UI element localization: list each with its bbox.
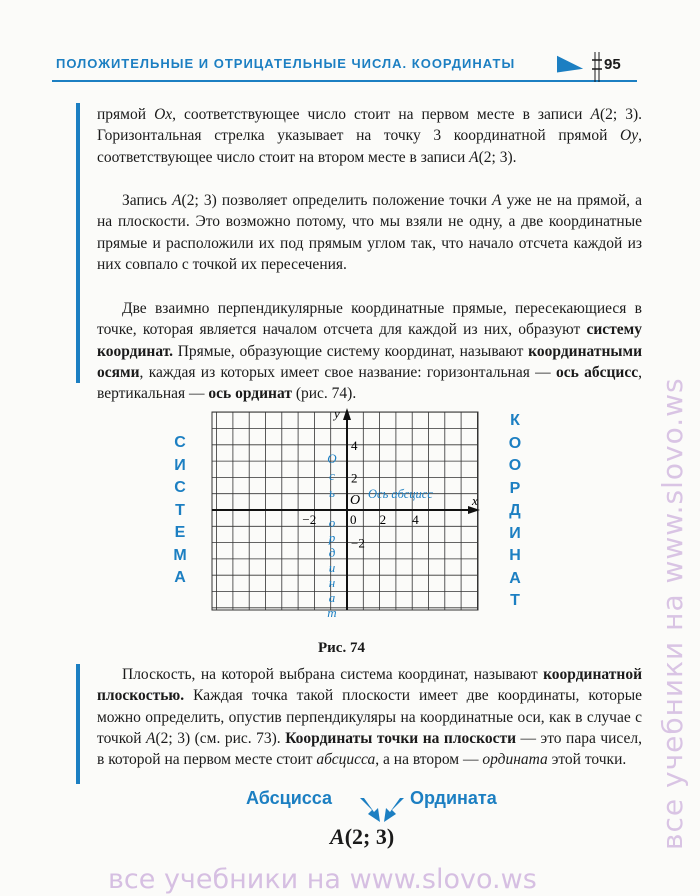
sistema-letter: Е — [174, 524, 186, 541]
paragraph-2: Запись A(2; 3) позволяет определить положение точки A уже не на прямой, а на плоскости. Это возможно потому, что мы взяли не одну, а две координатные прямые и расположили их под прямым углом так, что начало отсчета каждой из них совпало с точкой их пересечения. — [97, 192, 642, 273]
paragraph-3: Две взаимно перпендикулярные координатные прямые, пересекающиеся в точке, которая является началом отсчета для каждой из них, образуют систему координат. Прямые, образующие систему координат, называют координатными осями, каждая из которых имеет свое название: горизонтальная — ось абсцисс, вертикальная — ось ординат (рис. 74). — [97, 300, 642, 403]
koordinat-letter: Т — [510, 592, 520, 609]
y-axis-caption-letter: ь — [329, 485, 335, 500]
y-axis-arrow — [343, 408, 351, 420]
origin-label: O — [350, 493, 361, 508]
y-axis-caption-letter: т — [327, 605, 337, 620]
sistema-letter: И — [174, 456, 186, 474]
y-axis-name: y — [334, 406, 340, 421]
koordinat-letter: Р — [509, 479, 521, 497]
koordinat-letter: Д — [509, 502, 521, 519]
y-tick-label: 4 — [351, 437, 358, 453]
page-number: 95 — [604, 56, 621, 73]
x-tick-label: 0 — [350, 512, 357, 527]
x-tick-label: 2 — [379, 512, 387, 527]
y-axis-caption-letter: н — [328, 575, 336, 590]
x-tick-label: −2 — [302, 512, 317, 527]
sistema-letter: А — [174, 569, 186, 586]
abscissa-label: Абсцисса — [246, 788, 333, 808]
koordinat-letter: Н — [509, 547, 521, 564]
figure-caption: Рис. 74 — [318, 640, 365, 656]
y-axis-caption-letter: р — [328, 530, 336, 545]
y-tick-label: −2 — [351, 535, 365, 551]
paragraph-1: прямой Ox, соответствующее число стоит на первом месте в записи A(2; 3). Горизонтальная стрелка указывает на точку 3 координатной прямой Oy, соответствующее число стоит на втором месте в записи A(2; 3). — [97, 106, 642, 166]
sistema-letter: М — [173, 546, 187, 564]
ordinate-label: Ордината — [410, 788, 497, 808]
koordinat-letter: О — [508, 434, 522, 452]
point-formula — [330, 824, 394, 850]
koordinat-letter: К — [510, 412, 520, 429]
sistema-letter: Т — [175, 501, 185, 519]
formula-coords: (2; 3) — [344, 824, 395, 849]
koordinat-letter: О — [508, 457, 522, 474]
x-axis-name: x — [472, 493, 478, 508]
x-tick-label: 4 — [412, 512, 419, 527]
y-axis-caption-letter: д — [328, 545, 336, 560]
y-axis-caption-letter: с — [329, 468, 335, 483]
koordinat-letter: И — [509, 524, 521, 542]
x-axis-caption: Ось абсцисс — [368, 487, 433, 501]
formula-point-name: A — [330, 824, 345, 849]
sistema-letter: С — [174, 434, 186, 451]
paragraph-4: Плоскость, на которой выбрана система координат, называют координатной плоскостью. Каждая точка такой плоскости имеет две координаты, которые можно определить, опустив перпендикуляры на координатные оси, как в случае с точкой A(2; 3) (см. рис. 73). Координаты точки на плоскости — это пара чисел, в которой на первом месте стоит абсцисса, а на втором — ордината этой точки. — [97, 666, 642, 769]
y-axis-caption-letter: о — [328, 515, 336, 530]
chapter-title: ПОЛОЖИТЕЛЬНЫЕ И ОТРИЦАТЕЛЬНЫЕ ЧИСЛА. КООРДИНАТЫ — [56, 56, 516, 71]
sistema-letter: С — [174, 479, 186, 496]
bottom-watermark: все учебники на www.slovo.ws — [108, 864, 537, 895]
y-tick-label: 2 — [351, 470, 358, 486]
y-axis-caption-letter: и — [328, 560, 336, 575]
y-axis-caption-letter: а — [328, 590, 336, 605]
koordinat-letter: А — [509, 569, 521, 587]
y-axis-caption-letter: О — [327, 451, 337, 466]
side-watermark: все учебники на www.slovo.ws — [656, 377, 689, 850]
